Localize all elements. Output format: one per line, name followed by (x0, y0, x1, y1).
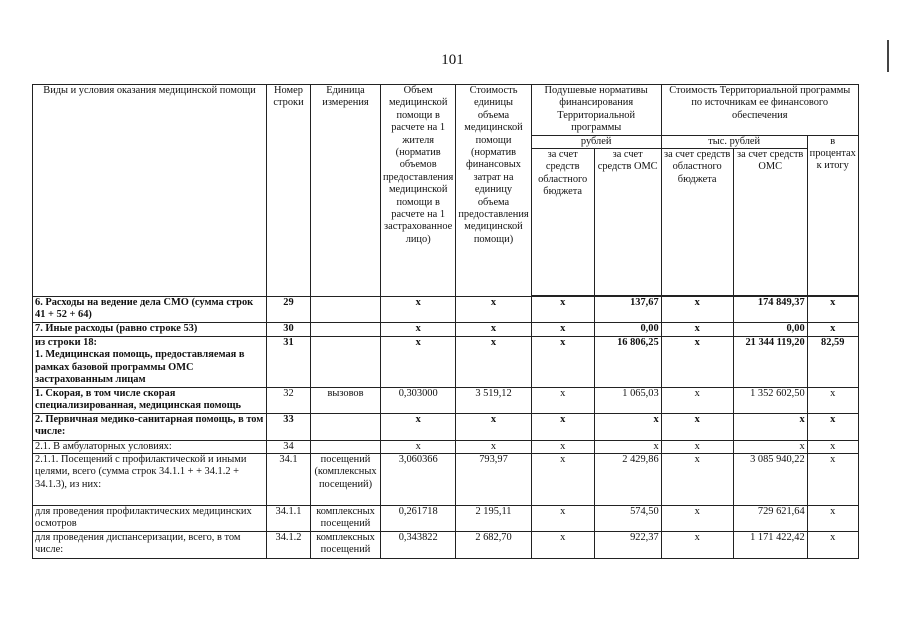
header-cell-percapita: Подушевые нормативы финансирования Территориальной программы (531, 85, 661, 136)
row-unit-cell: посещений (комплексных посещений) (311, 454, 381, 506)
row-percent-cell: х (807, 323, 858, 337)
row-cost-cell: х (456, 297, 531, 323)
row-number-cell: 33 (267, 413, 311, 440)
row-number-cell: 34 (267, 440, 311, 453)
row-unit-cell: вызовов (311, 387, 381, 413)
row-territorial-oms-cell: 1 171 422,42 (733, 532, 807, 559)
row-percapita-regional-cell: х (531, 297, 594, 323)
row-volume-cell: х (381, 323, 456, 337)
row-cost-cell: х (456, 337, 531, 388)
row-percapita-oms-cell: 922,37 (594, 532, 661, 559)
row-percapita-regional-cell: х (531, 440, 594, 453)
row-volume-cell: х (381, 337, 456, 388)
table-row (33, 387, 859, 413)
page-number: 101 (441, 52, 464, 68)
row-unit-cell (311, 297, 381, 323)
row-percent-cell: х (807, 297, 858, 323)
row-name-cell: 1. Скорая, в том числе скорая специализированная, медицинская помощь (33, 387, 267, 413)
row-territorial-regional-cell: х (661, 454, 733, 506)
row-name-cell: для проведения профилактических медицинских осмотров (33, 506, 267, 532)
row-percapita-regional-cell: х (531, 323, 594, 337)
row-percapita-oms-cell: 137,67 (594, 297, 661, 323)
row-volume-cell: х (381, 440, 456, 453)
row-name-cell: 2.1. В амбулаторных условиях: (33, 440, 267, 453)
row-percapita-regional-cell: х (531, 506, 594, 532)
row-number-cell: 31 (267, 337, 311, 388)
row-territorial-oms-cell: х (733, 413, 807, 440)
row-percapita-regional-cell: х (531, 413, 594, 440)
row-volume-cell: 3,060366 (381, 454, 456, 506)
table-row (33, 506, 859, 532)
row-percent-cell: х (807, 440, 858, 453)
header-cell-row-no: Номер строки (267, 85, 311, 297)
row-percapita-oms-cell: х (594, 440, 661, 453)
row-number-cell: 34.1 (267, 454, 311, 506)
row-percent-cell: х (807, 506, 858, 532)
row-cost-cell: х (456, 440, 531, 453)
row-territorial-oms-cell: 1 352 602,50 (733, 387, 807, 413)
row-volume-cell: х (381, 297, 456, 323)
row-percapita-oms-cell: 574,50 (594, 506, 661, 532)
row-cost-cell: 3 519,12 (456, 387, 531, 413)
row-percapita-regional-cell: х (531, 337, 594, 388)
row-number-cell: 30 (267, 323, 311, 337)
header-cell-pc-regional: за счет средств областного бюджета (531, 149, 594, 296)
row-percent-cell: х (807, 387, 858, 413)
row-unit-cell (311, 323, 381, 337)
table-body (33, 297, 859, 559)
row-percapita-oms-cell: 1 065,03 (594, 387, 661, 413)
row-percapita-oms-cell: 16 806,25 (594, 337, 661, 388)
row-name-cell: 6. Расходы на ведение дела СМО (сумма строк 41 + 52 + 64) (33, 297, 267, 323)
row-cost-cell: 2 682,70 (456, 532, 531, 559)
table-row (33, 337, 859, 388)
row-territorial-oms-cell: 0,00 (733, 323, 807, 337)
row-territorial-oms-cell: х (733, 440, 807, 453)
row-number-cell: 34.1.1 (267, 506, 311, 532)
row-unit-cell (311, 440, 381, 453)
table-row (33, 532, 859, 559)
row-name-cell: 7. Иные расходы (равно строке 53) (33, 323, 267, 337)
row-percent-cell: х (807, 532, 858, 559)
row-number-cell: 34.1.2 (267, 532, 311, 559)
row-territorial-oms-cell: 21 344 119,20 (733, 337, 807, 388)
row-percapita-oms-cell: 2 429,86 (594, 454, 661, 506)
row-number-cell: 29 (267, 297, 311, 323)
table-row (33, 323, 859, 337)
header-cell-unit-rub: рублей (531, 135, 661, 148)
row-unit-cell: комплексных посещений (311, 532, 381, 559)
row-unit-cell (311, 337, 381, 388)
row-territorial-oms-cell: 729 621,64 (733, 506, 807, 532)
row-percent-cell: х (807, 413, 858, 440)
row-name-cell: из строки 18: 1. Медицинская помощь, предоставляемая в рамках базовой программы ОМС застрахованным лицам (33, 337, 267, 388)
row-territorial-regional-cell: х (661, 440, 733, 453)
row-volume-cell: х (381, 413, 456, 440)
row-percapita-regional-cell: х (531, 387, 594, 413)
row-territorial-regional-cell: х (661, 337, 733, 388)
row-percapita-regional-cell: х (531, 532, 594, 559)
row-territorial-regional-cell: х (661, 387, 733, 413)
header-cell-percent: в процентах к итогу (807, 135, 858, 295)
row-unit-cell (311, 413, 381, 440)
row-cost-cell: х (456, 413, 531, 440)
row-cost-cell: х (456, 323, 531, 337)
row-name-cell: 2. Первичная медико-санитарная помощь, в том числе: (33, 413, 267, 440)
row-territorial-regional-cell: х (661, 532, 733, 559)
row-percapita-regional-cell: х (531, 454, 594, 506)
row-territorial-regional-cell: х (661, 506, 733, 532)
row-volume-cell: 0,303000 (381, 387, 456, 413)
header-cell-tp-regional: за счет средств областного бюджета (661, 149, 733, 296)
row-volume-cell: 0,343822 (381, 532, 456, 559)
table-row (33, 413, 859, 440)
table-header (33, 85, 859, 297)
header-cell-tp-oms: за счет средств ОМС (733, 149, 807, 296)
row-percent-cell: 82,59 (807, 337, 858, 388)
header-cell-cost: Стоимость единицы объема медицинской помощи (норматив финансовых затрат на единицу объема предоставления медицинской помощи) (456, 85, 531, 297)
header-cell-unit: Единица измерения (311, 85, 381, 297)
row-territorial-oms-cell: 3 085 940,22 (733, 454, 807, 506)
header-cell-volume: Объем медицинской помощи в расчете на 1 жителя (норматив объемов предоставления медицинской помощи в расчете на 1 застрахованное лицо) (381, 85, 456, 297)
row-number-cell: 32 (267, 387, 311, 413)
table-row (33, 297, 859, 323)
row-unit-cell: комплексных посещений (311, 506, 381, 532)
row-percapita-oms-cell: х (594, 413, 661, 440)
row-percapita-oms-cell: 0,00 (594, 323, 661, 337)
scan-edge-mark (887, 40, 889, 72)
row-volume-cell: 0,261718 (381, 506, 456, 532)
header-cell-territorial-cost: Стоимость Территориальной программы по источникам ее финансового обеспечения (661, 85, 858, 136)
header-cell-unit-thous-rub: тыс. рублей (661, 135, 807, 148)
row-territorial-regional-cell: х (661, 297, 733, 323)
row-territorial-regional-cell: х (661, 413, 733, 440)
financing-table (32, 84, 859, 559)
row-name-cell: 2.1.1. Посещений с профилактической и иными целями, всего (сумма строк 34.1.1 + + 34.1.2 + 34.1.3), из них: (33, 454, 267, 506)
table-row (33, 454, 859, 506)
row-cost-cell: 793,97 (456, 454, 531, 506)
row-name-cell: для проведения диспансеризации, всего, в том числе: (33, 532, 267, 559)
row-cost-cell: 2 195,11 (456, 506, 531, 532)
row-territorial-regional-cell: х (661, 323, 733, 337)
row-territorial-oms-cell: 174 849,37 (733, 297, 807, 323)
header-cell-pc-oms: за счет средств ОМС (594, 149, 661, 296)
header-cell-type: Виды и условия оказания медицинской помощи (33, 85, 267, 297)
row-percent-cell: х (807, 454, 858, 506)
table-row (33, 440, 859, 453)
